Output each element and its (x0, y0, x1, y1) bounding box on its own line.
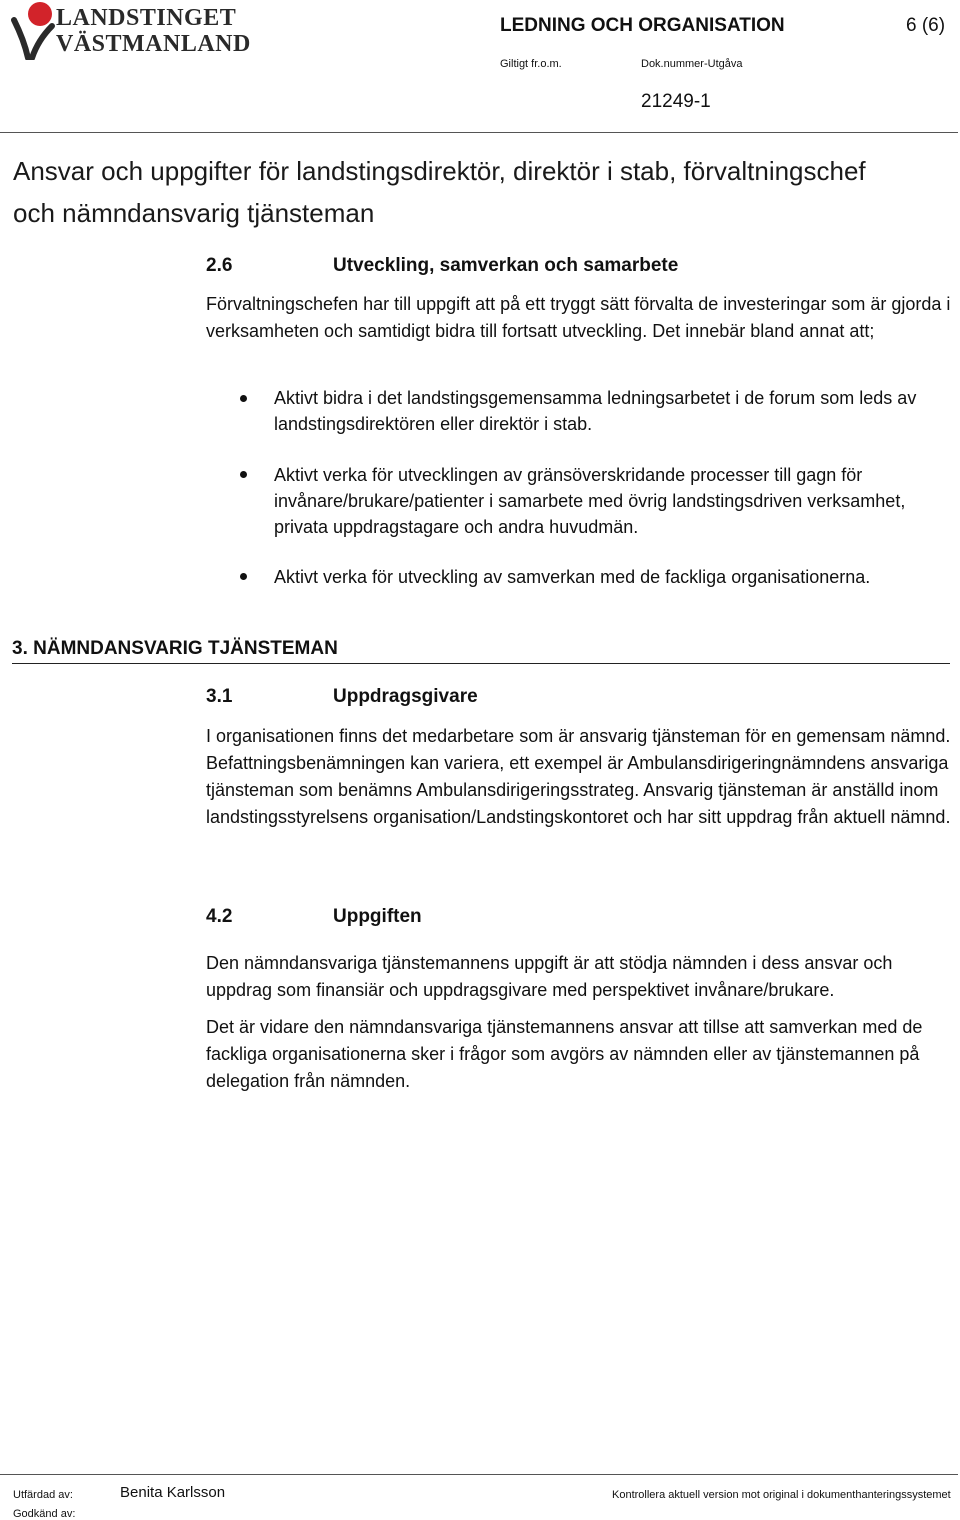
section-heading-3-1 (206, 686, 806, 710)
section-divider (12, 663, 950, 664)
header-divider (0, 132, 958, 133)
bullet-dot-icon (240, 471, 247, 478)
document-number-label: Dok.nummer-Utgåva (641, 58, 743, 70)
section-number: 2.6 (206, 255, 233, 276)
version-notice: Kontrollera aktuell version mot original i dokumenthanteringssystemet (612, 1489, 951, 1501)
list-item: Aktivt bidra i det landstingsgemensamma ledningsarbetet i de forum som leds av landstingsdirektören eller direktör i stab. (274, 388, 917, 434)
section-title: Utveckling, samverkan och samarbete (333, 255, 679, 276)
issued-by-name: Benita Karlsson (120, 1484, 226, 1501)
section-heading-3: 3. NÄMNDANSVARIG TJÄNSTEMAN (12, 638, 338, 659)
issued-by-label: Utfärdad av: (13, 1489, 73, 1501)
bullet-dot-icon (240, 573, 247, 580)
logo-line-1: LANDSTINGET (56, 5, 237, 31)
section-heading-2-6 (206, 255, 806, 279)
valid-from-label: Giltigt fr.o.m. (500, 58, 562, 70)
section-number: 3.1 (206, 686, 233, 707)
footer-divider (0, 1474, 958, 1475)
page-title: Ansvar och uppgifter för landstingsdirektör, direktör i stab, förvaltningschef och nämndansvarig tjänsteman (13, 156, 866, 228)
approved-by-label: Godkänd av: (13, 1508, 76, 1520)
section-4-2-paragraph-2: Det är vidare den nämndansvariga tjänstemannens ansvar att tillse att samverkan med de fackliga organisationerna sker i frågor som avgörs av nämnden eller av tjänstemannen på delegation från nämnden. (206, 1017, 923, 1091)
organisation-logo (10, 0, 251, 60)
list-item: Aktivt verka för utvecklingen av gränsöverskridande processer till gagn för invånare/brukare/patienter i samarbete med övrig landstingsdriven verksamhet, privata uppdragstagare och andra huvudmän. (274, 465, 906, 537)
section-4-2-paragraph-1: Den nämndansvariga tjänstemannens uppgift är att stödja nämnden i dess ansvar och uppdrag som finansiär och uppdragsgivare med perspektivet invånare/brukare. (206, 953, 893, 1000)
bullet-dot-icon (240, 395, 247, 402)
section-heading-4-2 (206, 906, 806, 930)
logo-line-2: VÄSTMANLAND (56, 31, 251, 57)
section-title: Uppgiften (333, 906, 422, 927)
list-item: Aktivt verka för utveckling av samverkan med de fackliga organisationerna. (274, 567, 871, 587)
section-title: Uppdragsgivare (333, 686, 478, 707)
section-2-6-intro: Förvaltningschefen har till uppgift att på ett tryggt sätt förvalta de investeringar som är gjorda i verksamheten och samtidigt bidra till fortsatt utveckling. Det innebär bland annat att; (206, 294, 951, 341)
page-number: 6 (6) (906, 15, 946, 36)
document-category-title: LEDNING OCH ORGANISATION (500, 15, 785, 36)
logo-figure-icon (10, 0, 56, 60)
section-number: 4.2 (206, 906, 233, 927)
section-3-1-text: I organisationen finns det medarbetare som är ansvarig tjänsteman för en gemensam nämnd. Befattningsbenämningen kan variera, ett exempel är Ambulansdirigeringnämndens ansvariga tjänsteman som benämns Ambulansdirigeringsstrateg. Ansvarig tjänsteman är anställd inom landstingsstyrelsens organisation/Landstingskontoret och har sitt uppdrag från aktuell nämnd. (206, 726, 951, 827)
document-number-value: 21249-1 (641, 91, 711, 112)
